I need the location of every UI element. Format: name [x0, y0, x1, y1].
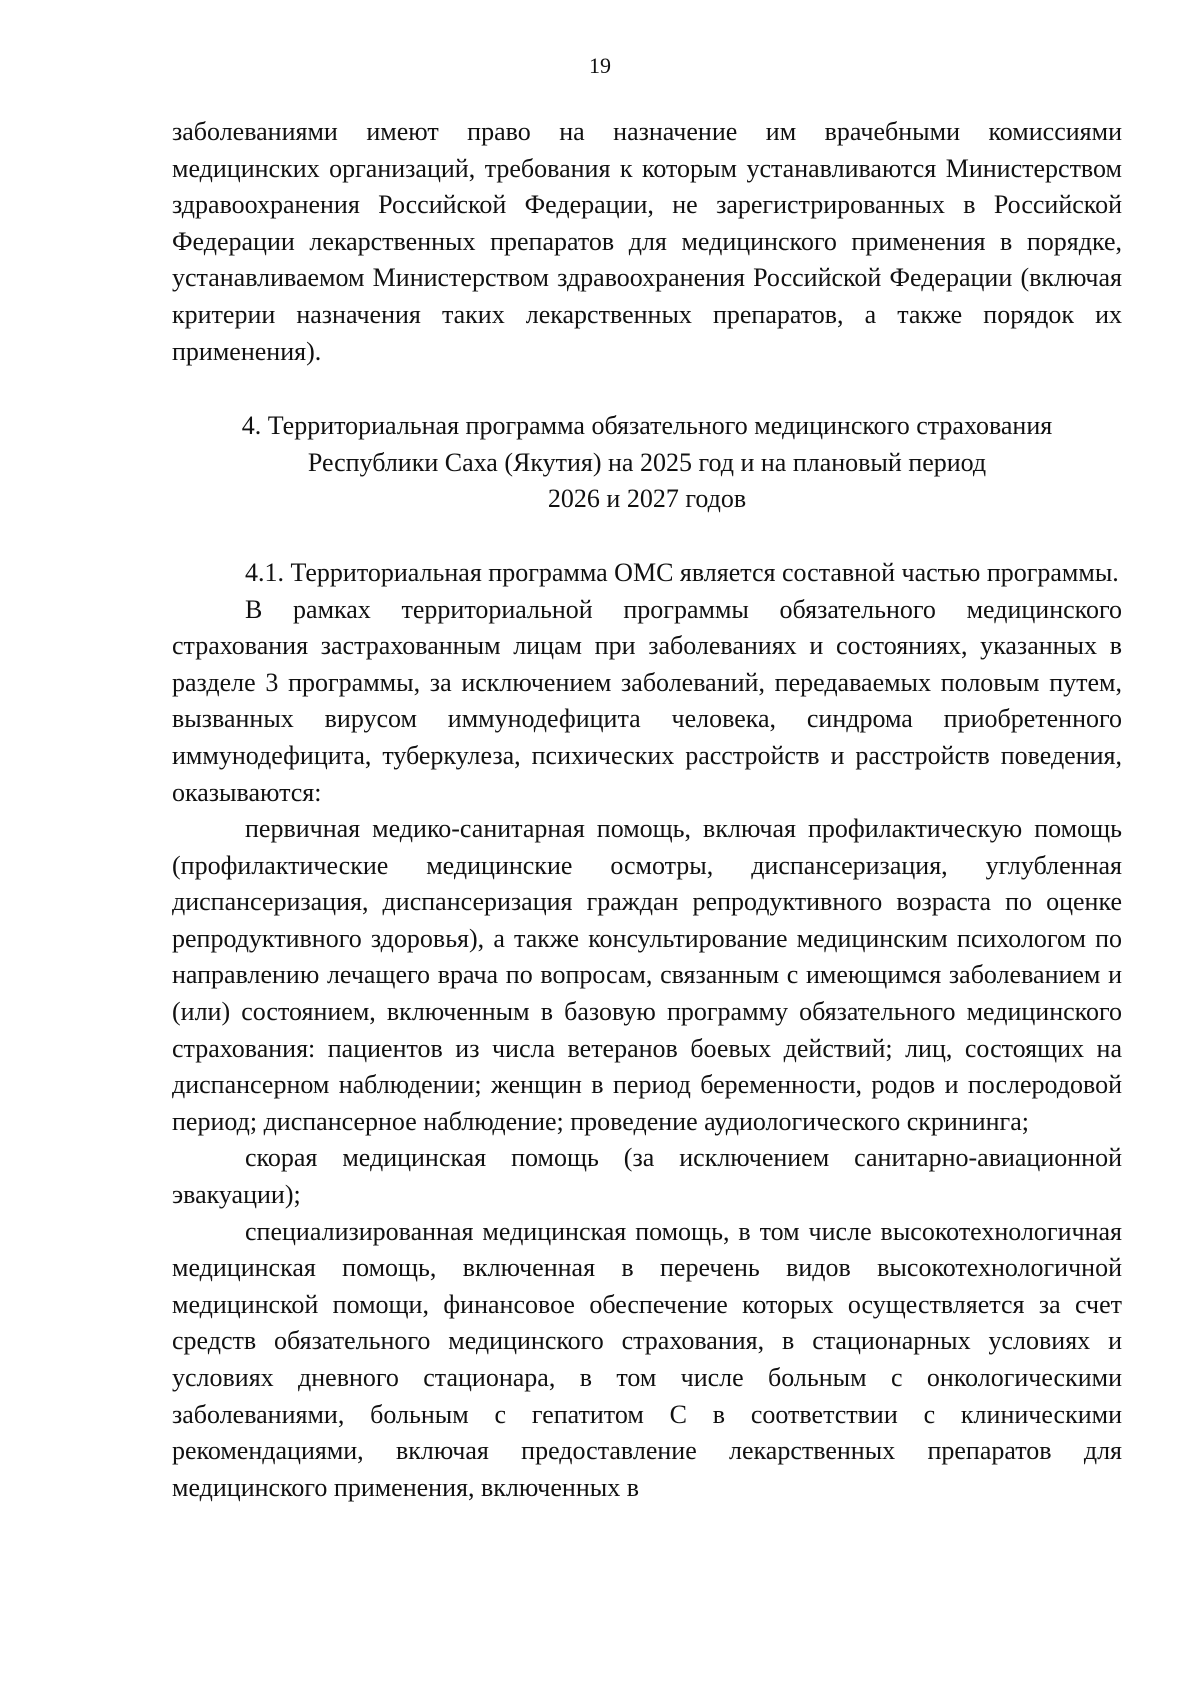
- paragraph-continuation: заболеваниями имеют право на назначение им врачебными комиссиями медицинских организаций, требования к которым устанавливаются Министерством здравоохранения Российской Федерации, не зарегистрированных в Российской Федерации лекарственных препаратов для медицинского применения в порядке, устанавливаемом Министерством здравоохранения Российской Федерации (включая критерии назначения таких лекарственных препаратов, а также порядок их применения).: [172, 117, 1122, 366]
- section-heading-line-2: Республики Саха (Якутия) на 2025 год и на плановый период: [307, 447, 987, 477]
- section-heading-line-1: 4. Территориальная программа обязательного медицинского страхования: [241, 411, 1053, 441]
- paragraph-emergency-care: скорая медицинская помощь (за исключением санитарно-авиационной эвакуации);: [172, 1143, 1122, 1210]
- paragraph-4-1: 4.1. Территориальная программа ОМС является составной частью программы.: [245, 557, 1119, 587]
- paragraph-specialized-care: специализированная медицинская помощь, в том числе высокотехнологичная медицинская помощь, включенная в перечень видов высокотехнологичной медицинской помощи, финансовое обеспечение которых осуществляется за счет средств обязательного медицинского страхования, в стационарных условиях и условиях дневного стационара, в том числе больным с онкологическими заболеваниями, больным с гепатитом С в соответствии с клиническими рекомендациями, включая предоставление лекарственных препаратов для медицинского применения, включенных в: [172, 1216, 1122, 1502]
- paragraph-program-scope: В рамках территориальной программы обязательного медицинского страхования застрахованным лицам при заболеваниях и состояниях, указанных в разделе 3 программы, за исключением заболеваний, передаваемых половым путем, вызванных вирусом иммунодефицита человека, синдрома приобретенного иммунодефицита, туберкулеза, психических расстройств и расстройств поведения, оказываются:: [172, 594, 1122, 807]
- document-body: [172, 114, 1122, 1506]
- page-number: 19: [589, 53, 611, 78]
- paragraph-primary-care: первичная медико-санитарная помощь, включая профилактическую помощь (профилактические медицинские осмотры, диспансеризация, углубленная диспансеризация, диспансеризация граждан репродуктивного возраста по оценке репродуктивного здоровья), а также консультирование медицинским психологом по направлению лечащего врача по вопросам, связанным с имеющимся заболеванием и (или) состоянием, включенным в базовую программу обязательного медицинского страхования: пациентов из числа ветеранов боевых действий; лиц, состоящих на диспансерном наблюдении; женщин в период беременности, родов и послеродовой период; диспансерное наблюдение; проведение аудиологического скрининга;: [172, 814, 1122, 1136]
- section-heading: [172, 408, 1122, 518]
- section-heading-line-3: 2026 и 2027 годов: [547, 484, 747, 514]
